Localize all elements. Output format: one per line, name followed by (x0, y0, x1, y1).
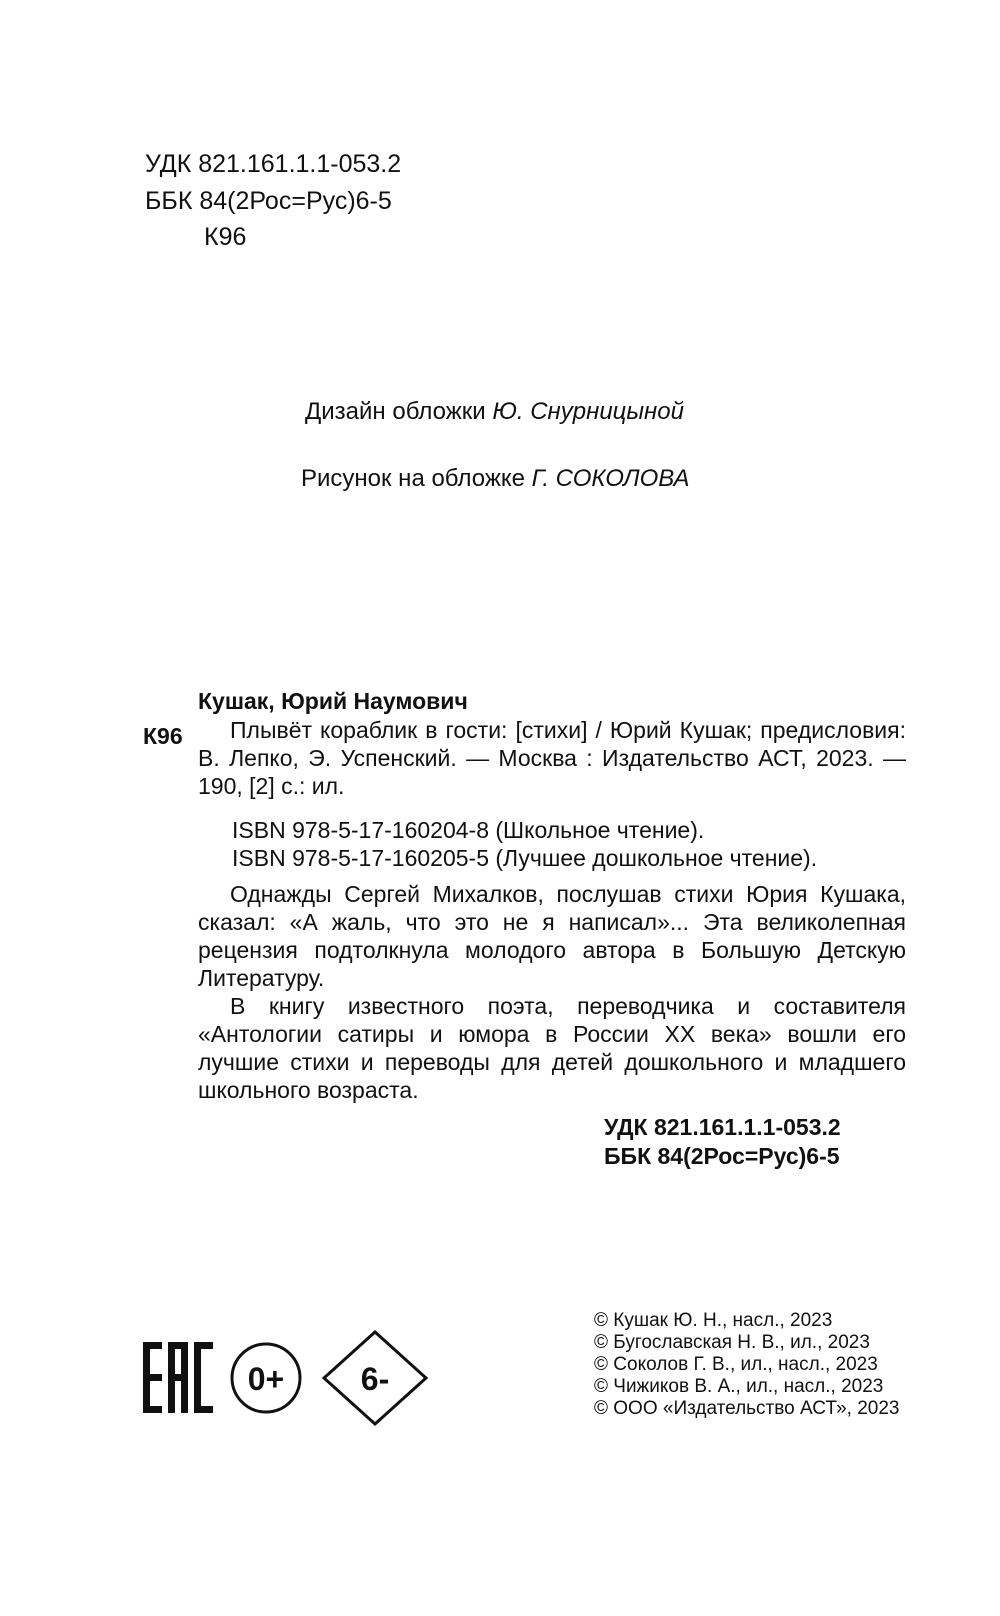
cover-art-credit (301, 465, 689, 493)
copyright-line: © Бугославская Н. В., ил., 2023 (594, 1332, 870, 1353)
age-group-mark (324, 1332, 426, 1424)
catalog-author-mark: К96 (143, 723, 183, 749)
age-rating-mark (232, 1344, 300, 1412)
description-text: Плывёт кораблик в гости: [стихи] / Юрий Кушак; предисловия: В. Лепко, Э. Успенский. — Москва : Издательство АСТ, 2023. — 190, [2] с.: ил. (198, 717, 906, 799)
eac-mark-icon (143, 1342, 213, 1413)
annotation-paragraph: В книгу известного поэта, переводчика и составителя «Антологии сатиры и юмора в России XX века» вошли его лучшие стихи и переводы для детей дошкольного и младшего школьного возраста. (198, 993, 906, 1103)
isbn-block (232, 816, 817, 872)
isbn-line: ISBN 978-5-17-160204-8 (Школьное чтение). (232, 817, 705, 843)
udc-code-top: УДК 821.161.1.1-053.2 (145, 150, 402, 178)
catalog-description (198, 716, 906, 800)
cover-art-label: Рисунок на обложке (301, 465, 525, 492)
catalog-classification (604, 1113, 841, 1171)
udc-code: УДК 821.161.1.1-053.2 (604, 1114, 841, 1140)
cover-design-credit (305, 398, 684, 426)
copyright-line: © Соколов Г. В., ил., насл., 2023 (594, 1354, 878, 1375)
annotation-paragraph: Однажды Сергей Михалков, послушав стихи Юрия Кушака, сказал: «А жаль, что это не я написал»... Эта великолепная рецензия подтолкнула молодого автора в Большую Детскую Литературу. (198, 881, 906, 991)
age-group-text: 6- (360, 1361, 390, 1397)
certification-marks (143, 1330, 443, 1430)
cover-design-label: Дизайн обложки (305, 398, 486, 425)
copyright-line: © ООО «Издательство АСТ», 2023 (594, 1398, 900, 1419)
catalog-annotation (198, 880, 906, 1104)
age-rating-text: 0+ (247, 1361, 285, 1397)
bbk-code-top: ББК 84(2Рос=Рус)6-5 (145, 187, 392, 215)
cover-design-name: Ю. Снурницыной (492, 398, 684, 425)
author-mark-top: К96 (204, 223, 247, 251)
eac-label: EAC (143, 1330, 146, 1331)
copyright-line: © Кушак Ю. Н., насл., 2023 (594, 1310, 833, 1331)
cover-art-name: Г. СОКОЛОВА (531, 465, 690, 492)
isbn-line: ISBN 978-5-17-160205-5 (Лучшее дошкольное чтение). (232, 845, 818, 871)
copyright-block (594, 1310, 900, 1420)
catalog-author: Кушак, Юрий Наумович (198, 688, 468, 714)
copyright-line: © Чижиков В. А., ил., насл., 2023 (594, 1376, 884, 1397)
bbk-code: ББК 84(2Рос=Рус)6-5 (604, 1143, 840, 1169)
